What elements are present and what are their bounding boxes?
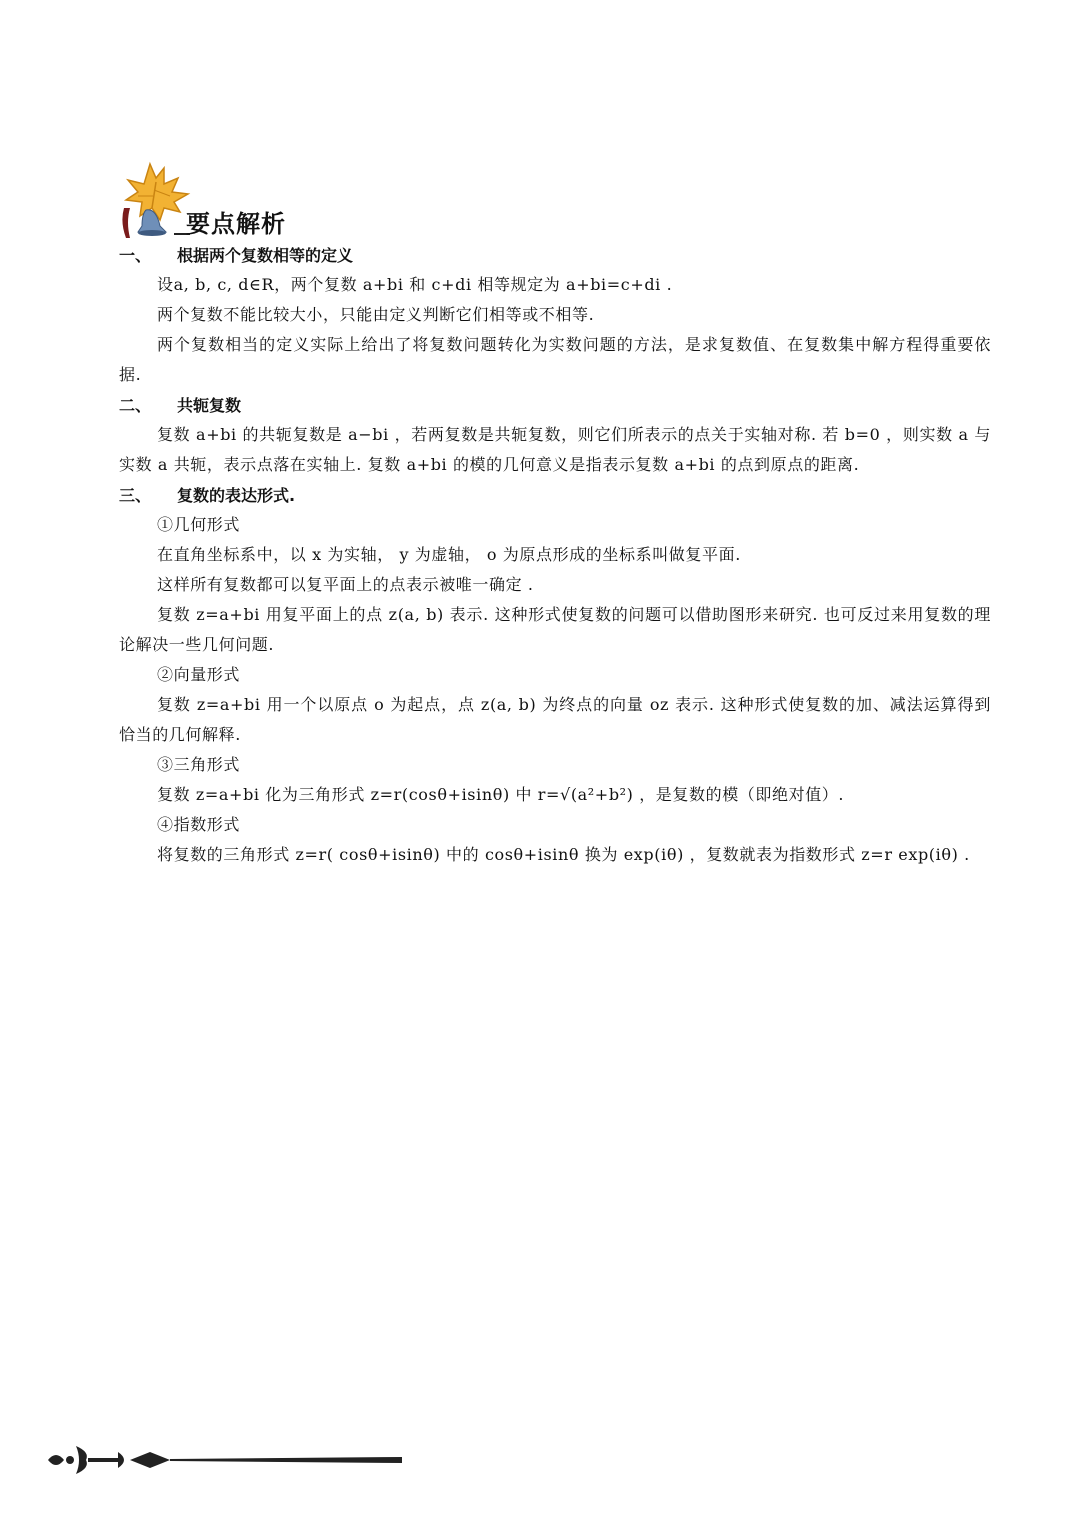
section-heading-1	[119, 242, 991, 270]
paragraph: 复数 z=a+bi 化为三角形式 z=r(cosθ+isinθ) 中 r=√(a²+b²) ，是复数的模（即绝对值）.	[157, 785, 845, 804]
paragraph: 两个复数相当的定义实际上给出了将复数问题转化为实数问题的方法，是求复数值、在复数集中解方程得重要依据.	[119, 335, 991, 384]
footer-ornament-icon	[46, 1440, 406, 1480]
form-label-exponential: ④指数形式	[157, 815, 241, 834]
section-title: 复数的表达形式.	[177, 486, 296, 505]
maple-leaf-bell-icon	[116, 160, 194, 240]
paragraph: 在直角坐标系中，以 x 为实轴， y 为虚轴， o 为原点形成的坐标系叫做复平面.	[157, 545, 741, 564]
content-body	[119, 240, 991, 870]
form-label-vector: ②向量形式	[157, 665, 241, 684]
section-heading-3	[119, 482, 991, 510]
section-number: 三、	[119, 486, 152, 505]
section-header-title: 要点解析	[186, 210, 286, 238]
section-title: 根据两个复数相等的定义	[177, 246, 354, 265]
section-title: 共轭复数	[177, 396, 242, 415]
paragraph: 复数 a+bi 的共轭复数是 a−bi ，若两复数是共轭复数，则它们所表示的点关于实轴对称. 若 b=0 ，则实数 a 与实数 a 共轭，表示点落在实轴上. 复数 a+bi 的模的几何意义是指表示复数 a+bi 的点到原点的距离.	[119, 425, 991, 474]
form-label-geometric: ①几何形式	[157, 515, 241, 534]
paragraph: 复数 z=a+bi 用一个以原点 o 为起点，点 z(a, b) 为终点的向量 oz 表示. 这种形式使复数的加、减法运算得到恰当的几何解释.	[119, 695, 991, 744]
paragraph: 这样所有复数都可以复平面上的点表示被唯一确定 .	[157, 575, 534, 594]
section-number: 二、	[119, 396, 152, 415]
paragraph: 设a, b, c, d∈R，两个复数 a+bi 和 c+di 相等规定为 a+bi=c+di .	[157, 275, 673, 294]
section-heading-2	[119, 392, 991, 420]
paragraph: 复数 z=a+bi 用复平面上的点 z(a, b) 表示. 这种形式使复数的问题可以借助图形来研究. 也可反过来用复数的理论解决一些几何问题.	[119, 605, 991, 654]
paragraph: 将复数的三角形式 z=r( cosθ+isinθ) 中的 cosθ+isinθ 换为 exp(iθ) ，复数就表为指数形式 z=r exp(iθ) .	[157, 845, 970, 864]
paragraph: 两个复数不能比较大小，只能由定义判断它们相等或不相等.	[157, 305, 595, 324]
section-number: 一、	[119, 246, 152, 265]
form-label-trigonometric: ③三角形式	[157, 755, 241, 774]
